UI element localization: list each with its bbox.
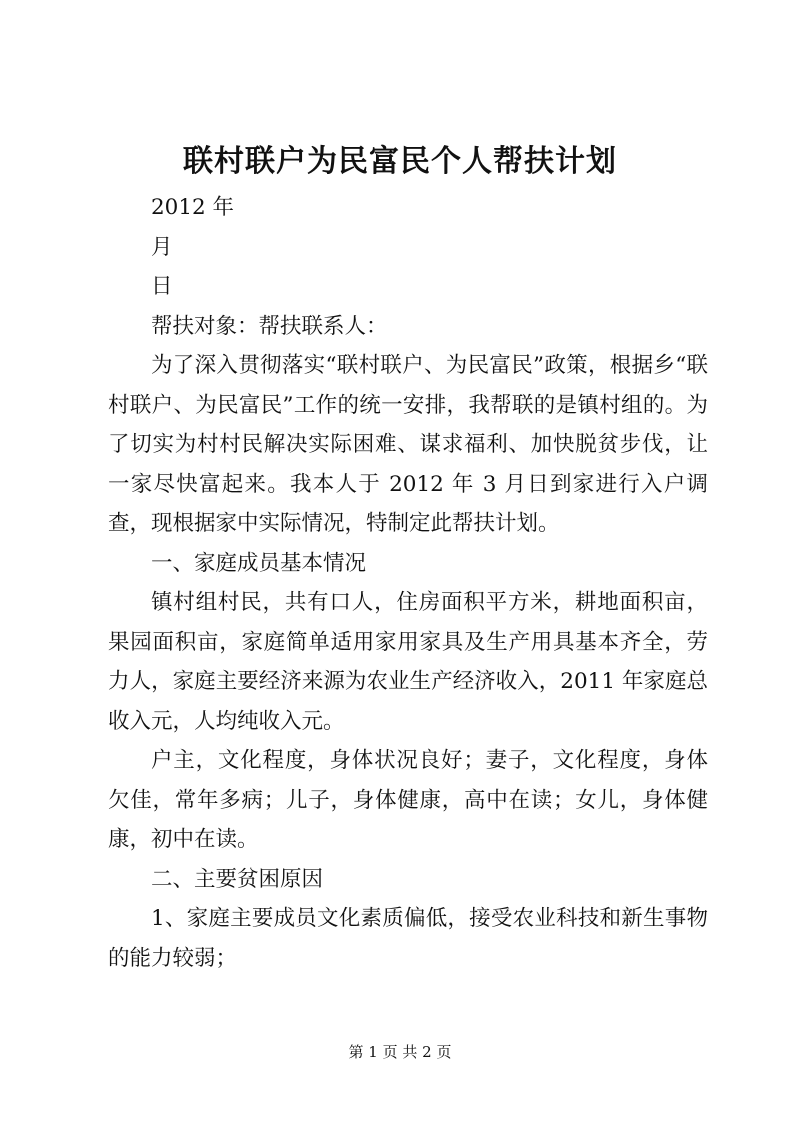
- page-footer: 第 1 页 共 2 页: [348, 1043, 452, 1061]
- intro-paragraph: 为了深入贯彻落实“联村联户、为民富民”政策，根据乡“联村联户、为民富民”工作的统一安排，我帮联的是镇村组的。为了切实为村村民解决实际困难、谋求福利、加快脱贫步伐，让一家尽快富起来。我本人于 2012 年 3 月日到家进行入户调查，现根据家中实际情况，特制定此帮扶计划。: [108, 353, 708, 536]
- poverty-cause-item-1: 1、家庭主要成员文化素质偏低，接受农业科技和新生事物的能力较弱；: [108, 906, 708, 971]
- date-day: 日: [151, 274, 173, 299]
- section-heading-family-members: 一、家庭成员基本情况: [151, 550, 367, 576]
- document-title: 联村联户为民富民个人帮扶计划: [183, 144, 617, 179]
- family-members-detail-paragraph: 户主，文化程度，身体状况良好；妻子，文化程度，身体欠佳，常年多病；儿子，身体健康，高中在读；女儿，身体健康，初中在读。: [108, 748, 708, 852]
- date-month: 月: [151, 234, 173, 260]
- section-heading-poverty-causes: 二、主要贫困原因: [151, 866, 324, 892]
- assistance-target-line: 帮扶对象：帮扶联系人：: [151, 313, 388, 339]
- family-basic-info-paragraph: 镇村组村民，共有口人，住房面积平方米，耕地面积亩，果园面积亩，家庭简单适用家用家具及生产用具基本齐全，劳力人，家庭主要经济来源为农业生产经济收入，2011 年家庭总收入元，人均纯收入元。: [108, 590, 708, 734]
- date-year: 2012 年: [151, 195, 235, 220]
- document-body: [108, 188, 708, 978]
